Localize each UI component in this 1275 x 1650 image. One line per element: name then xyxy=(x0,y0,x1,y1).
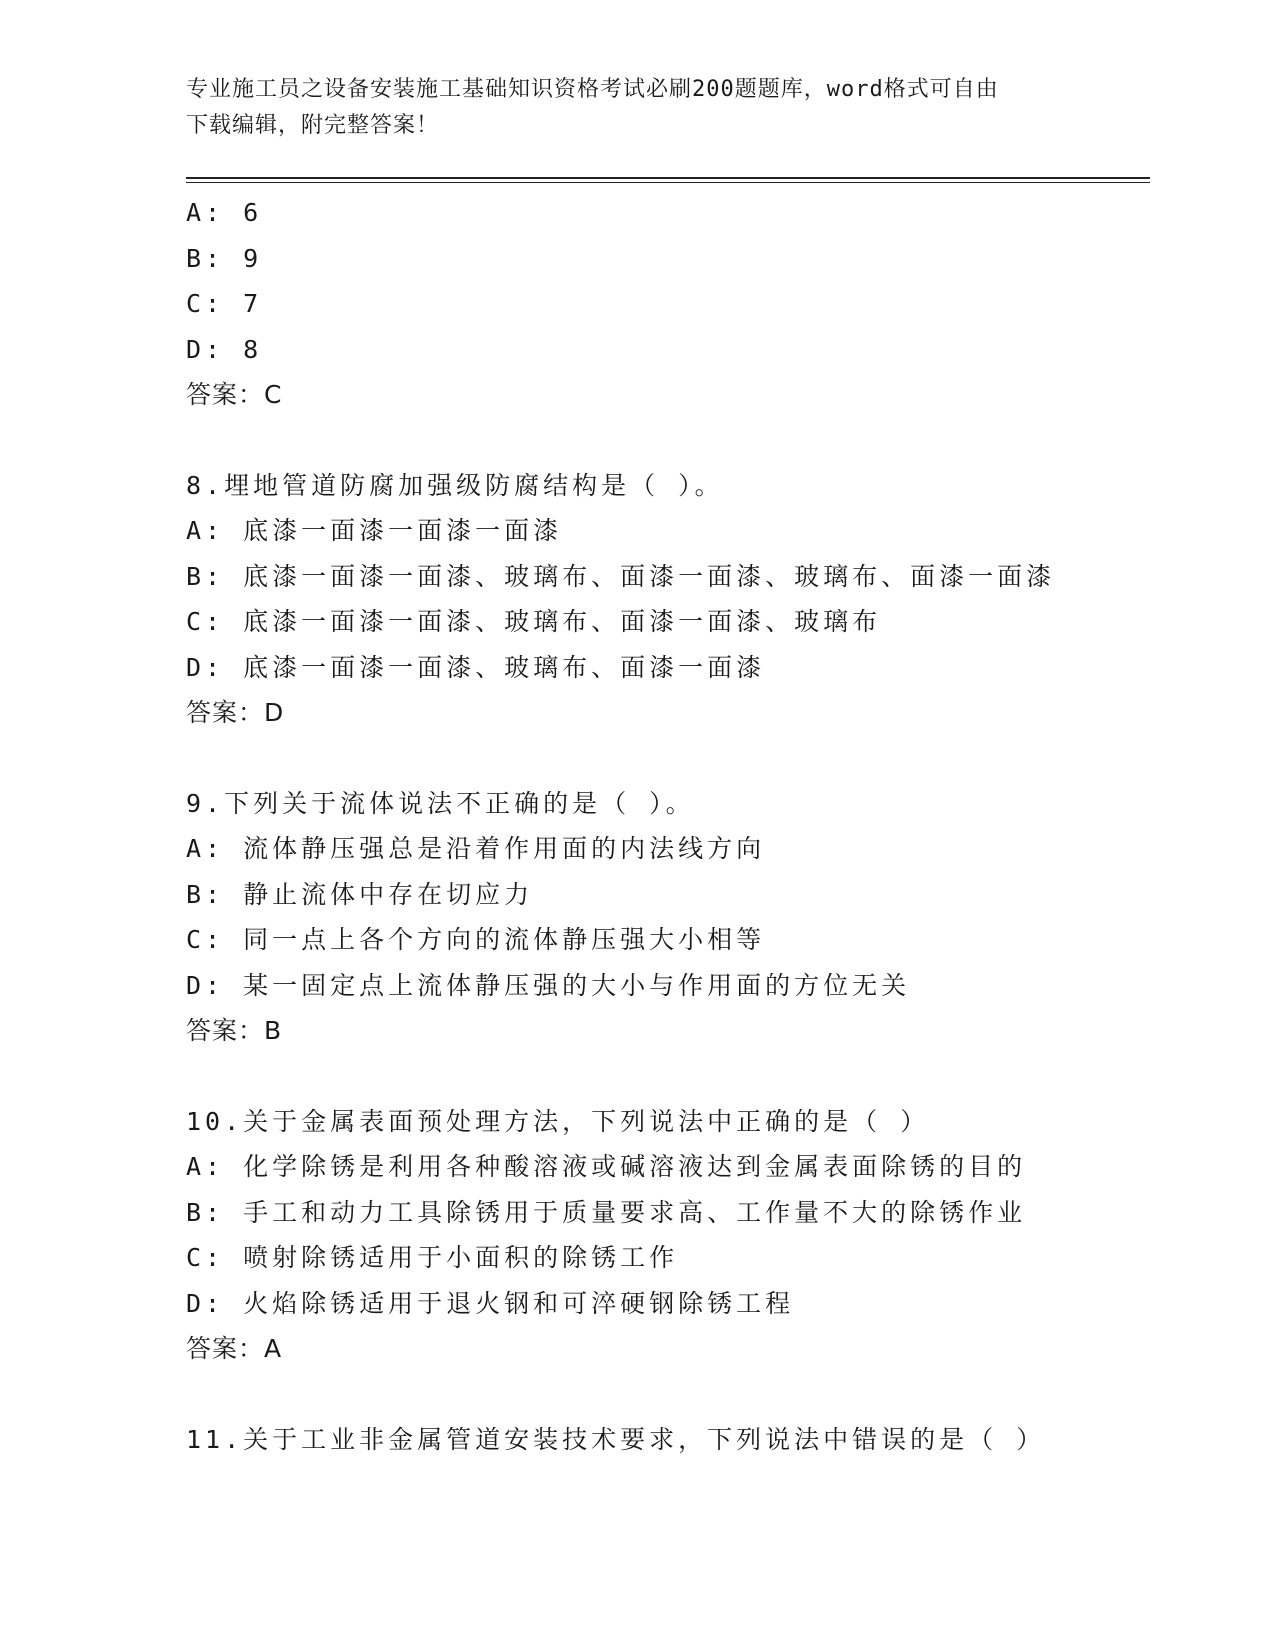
question-11 xyxy=(186,1417,1150,1463)
question-text: 8.埋地管道防腐加强级防腐结构是（ ）。 xyxy=(186,470,724,500)
header-line-2: 下载编辑，附完整答案！ xyxy=(186,113,440,138)
question-text: 9.下列关于流体说法不正确的是（ ）。 xyxy=(186,788,695,818)
question-list xyxy=(186,190,1150,1462)
header-line-1: 专业施工员之设备安装施工基础知识资格考试必刷200题题库，word格式可自由 xyxy=(186,77,999,102)
question-9 xyxy=(186,781,1150,1054)
spacer xyxy=(186,1054,1150,1099)
option-d: D: 火焰除锈适用于退火钢和可淬硬钢除锈工程 xyxy=(186,1288,795,1318)
option-b: B: 手工和动力工具除锈用于质量要求高、工作量不大的除锈作业 xyxy=(186,1197,1027,1227)
answer: 答案：B xyxy=(186,1016,283,1045)
option-c: C: 喷射除锈适用于小面积的除锈工作 xyxy=(186,1243,679,1272)
option-a: A: 6 xyxy=(186,198,263,227)
spacer xyxy=(186,1372,1150,1417)
option-a: A: 流体静压强总是沿着作用面的内法线方向 xyxy=(186,834,766,863)
question-8 xyxy=(186,463,1150,736)
option-a: A: 底漆一面漆一面漆一面漆 xyxy=(186,516,563,545)
spacer xyxy=(186,736,1150,781)
option-b: B: 9 xyxy=(186,243,263,273)
question-text: 10.关于金属表面预处理方法，下列说法中正确的是（ ） xyxy=(186,1106,930,1136)
document-header xyxy=(186,72,1086,144)
spacer xyxy=(186,418,1150,463)
answer: 答案：C xyxy=(186,380,283,409)
option-c: C: 同一点上各个方向的流体静压强大小相等 xyxy=(186,925,766,954)
answer: 答案：A xyxy=(186,1334,283,1363)
option-d: D: 8 xyxy=(186,334,263,364)
option-b: B: 底漆一面漆一面漆、玻璃布、面漆一面漆、玻璃布、面漆一面漆 xyxy=(186,561,1056,591)
option-c: C: 7 xyxy=(186,289,263,318)
answer: 答案：D xyxy=(186,698,285,727)
header-divider-thin xyxy=(186,182,1150,183)
option-b: B: 静止流体中存在切应力 xyxy=(186,879,534,909)
option-d: D: 某一固定点上流体静压强的大小与作用面的方位无关 xyxy=(186,970,911,1000)
header-divider-thick xyxy=(186,177,1150,179)
option-d: D: 底漆一面漆一面漆、玻璃布、面漆一面漆 xyxy=(186,652,766,682)
option-c: C: 底漆一面漆一面漆、玻璃布、面漆一面漆、玻璃布 xyxy=(186,607,882,636)
question-7 xyxy=(186,190,1150,418)
option-a: A: 化学除锈是利用各种酸溶液或碱溶液达到金属表面除锈的目的 xyxy=(186,1152,1027,1181)
question-10 xyxy=(186,1099,1150,1372)
question-text: 11.关于工业非金属管道安装技术要求，下列说法中错误的是（ ） xyxy=(186,1424,1046,1454)
